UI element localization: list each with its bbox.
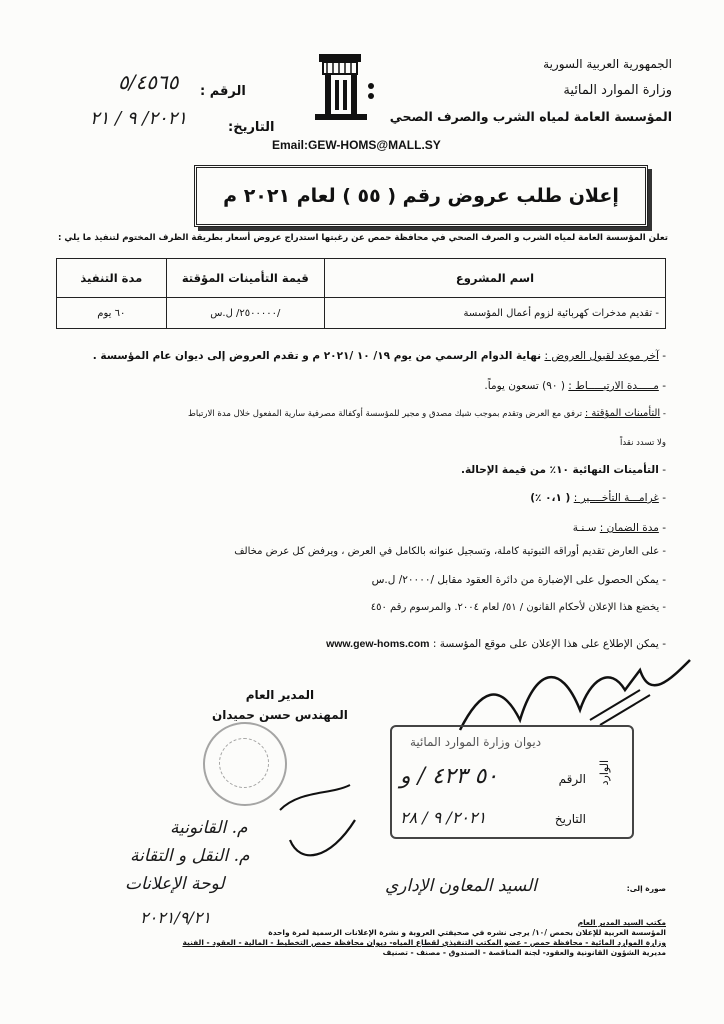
delay-fine-label: غرامـــة التأخــــير : xyxy=(573,492,659,504)
project-duration: ٦٠ يوم xyxy=(57,298,167,329)
project-table xyxy=(56,258,666,329)
intro-paragraph: تعلن المؤسسة العامة لمياه الشرب و الصرف الصحي في محافظة حمص عن رغبتها استدراج عروض أسعار بطريقة الظرف المختوم لتنفيذ ما يلي : xyxy=(57,233,668,243)
registry-date-value: ٢٠٢١/ ٩ / ٢٨ xyxy=(400,808,487,827)
registry-num-value: ٥٠ ٤٢٣ / و xyxy=(400,764,499,789)
term-website: - يمكن الإطلاع على هذا الإعلان على موقع المؤسسة : www.gew-homs.com xyxy=(326,638,666,650)
warranty-value: سـنـة xyxy=(572,522,597,534)
distribution-mark-icon xyxy=(270,780,360,870)
delay-fine-value: ( ٠،١ ٪) xyxy=(530,492,571,504)
website-link[interactable]: www.gew-homs.com xyxy=(326,638,430,650)
copy-to-line: مديرية الشؤون القانونية والعقود- لجنة المناقصة - الصندوق - مصنف - تصنيف xyxy=(382,948,666,957)
term-no-cash: ولا تسدد نقداً xyxy=(619,438,666,448)
copy-to-line: وزارة الموارد المائية - محافظة حمص - عضو المكتب التنفيذي لقطاع المياه- ديوان محافظة حمص التخطيط - المالية - العقود - الفنية xyxy=(182,938,666,947)
copy-to-label: صورة إلى: xyxy=(626,884,666,893)
copy-to-list xyxy=(182,918,666,958)
table-header-row xyxy=(57,259,666,298)
registry-num-label: الرقم xyxy=(558,772,586,786)
letterhead xyxy=(390,58,672,138)
date-value: ٢٠٢١/ ٩ / ٢١ xyxy=(90,108,187,129)
term-deadline xyxy=(93,350,666,362)
handwritten-dist-legal: م. القانونية xyxy=(170,818,248,838)
director-block xyxy=(212,688,348,728)
warranty-label: مدة الضمان : xyxy=(599,522,659,534)
term-delay-fine xyxy=(530,492,666,504)
ref-label: الرقم : xyxy=(200,84,246,99)
deadline-label: آخر موعد لقبول العروض : xyxy=(544,350,659,362)
registry-date-label: التاريخ xyxy=(554,812,586,826)
registry-side-label: الوارد xyxy=(598,760,611,786)
director-role: المدير العام xyxy=(245,688,315,702)
temp-deposit-value: ترفق مع العرض وتقدم بموجب شيك مصدق و مجير للمؤسسة أوكفالة مصرفية سارية المفعول خلال مدة الارتباط xyxy=(188,409,583,419)
country-name: الجمهورية العربية السورية xyxy=(543,57,672,71)
temp-deposit-label: التأمينات المؤقتة : xyxy=(584,408,661,419)
table-row xyxy=(57,298,666,329)
registry-office: ديوان وزارة الموارد المائية xyxy=(410,735,542,749)
deadline-value: نهاية الدوام الرسمي من يوم ١٩/ ١٠ /٢٠٢١ م و تقدم العروض إلى ديوان عام المؤسسة . xyxy=(92,350,542,362)
handwritten-note: السيد المعاون الإداري xyxy=(385,876,537,896)
copy-to-line: المؤسسة العربية للإعلان بحمص /١٠/ يرجى نشره في صحيفتي العروبة و نشرة الإعلانات الرسمية لمرة واحدة xyxy=(268,928,666,937)
announcement-title: إعلان طلب عروض رقم ( ٥٥ ) لعام ٢٠٢١ م xyxy=(194,165,648,227)
term-temp-deposit xyxy=(188,408,666,419)
ref-number: ٥/٤٥٦٥ xyxy=(118,70,179,94)
term-final-deposit: - التأمينات النهائية ١٠٪ من قيمة الإحالة. xyxy=(461,464,666,476)
email-address: Email:GEW-HOMS@MALL.SY xyxy=(272,138,441,152)
handwritten-initials: ٢٠٢١/٩/٢١ xyxy=(140,908,211,927)
project-deposit: /٢٥٠٠٠٠٠/ ل.س xyxy=(166,298,324,329)
handwritten-dist-board: لوحة الإعلانات xyxy=(125,874,225,894)
institution-logo xyxy=(305,50,379,124)
copy-to-line: مكتب السيد المدير العام xyxy=(577,918,666,927)
term-dossier: - يمكن الحصول على الإضبارة من دائرة العقود مقابل /٢٠٠٠٠/ ل.س xyxy=(372,574,666,586)
term-documents: - على العارض تقديم أوراقه الثبوتية كاملة، وتسجيل عنوانه بالكامل في العرض ، ويرفض كل عرض مخالف xyxy=(234,546,666,557)
director-name: المهندس حسن حميدان xyxy=(212,708,348,722)
binding-label: مـــــدة الارتبـــــاط : xyxy=(568,380,659,392)
term-warranty xyxy=(573,522,666,534)
col-temp-deposit: قيمة التأمينات المؤقتة xyxy=(166,259,324,298)
binding-value: ( ٩٠) تسعون يوماً. xyxy=(484,380,565,392)
project-name: - تقديم مدخرات كهربائية لزوم أعمال المؤسسة xyxy=(324,298,665,329)
term-law: - يخضع هذا الإعلان لأحكام القانون / ٥١/ لعام ٢٠٠٤. والمرسوم رقم ٤٥٠ xyxy=(371,602,666,613)
institution-name: المؤسسة العامة لمياه الشرب والصرف الصحي xyxy=(389,109,672,124)
term-binding xyxy=(484,380,666,392)
col-duration: مدة التنفيذ xyxy=(57,259,167,298)
date-label: التاريخ: xyxy=(228,120,275,135)
handwritten-dist-transport: م. النقل و التقانة xyxy=(130,846,250,866)
col-project-name: اسم المشروع xyxy=(324,259,665,298)
ministry-name: وزارة الموارد المائية xyxy=(563,83,672,98)
